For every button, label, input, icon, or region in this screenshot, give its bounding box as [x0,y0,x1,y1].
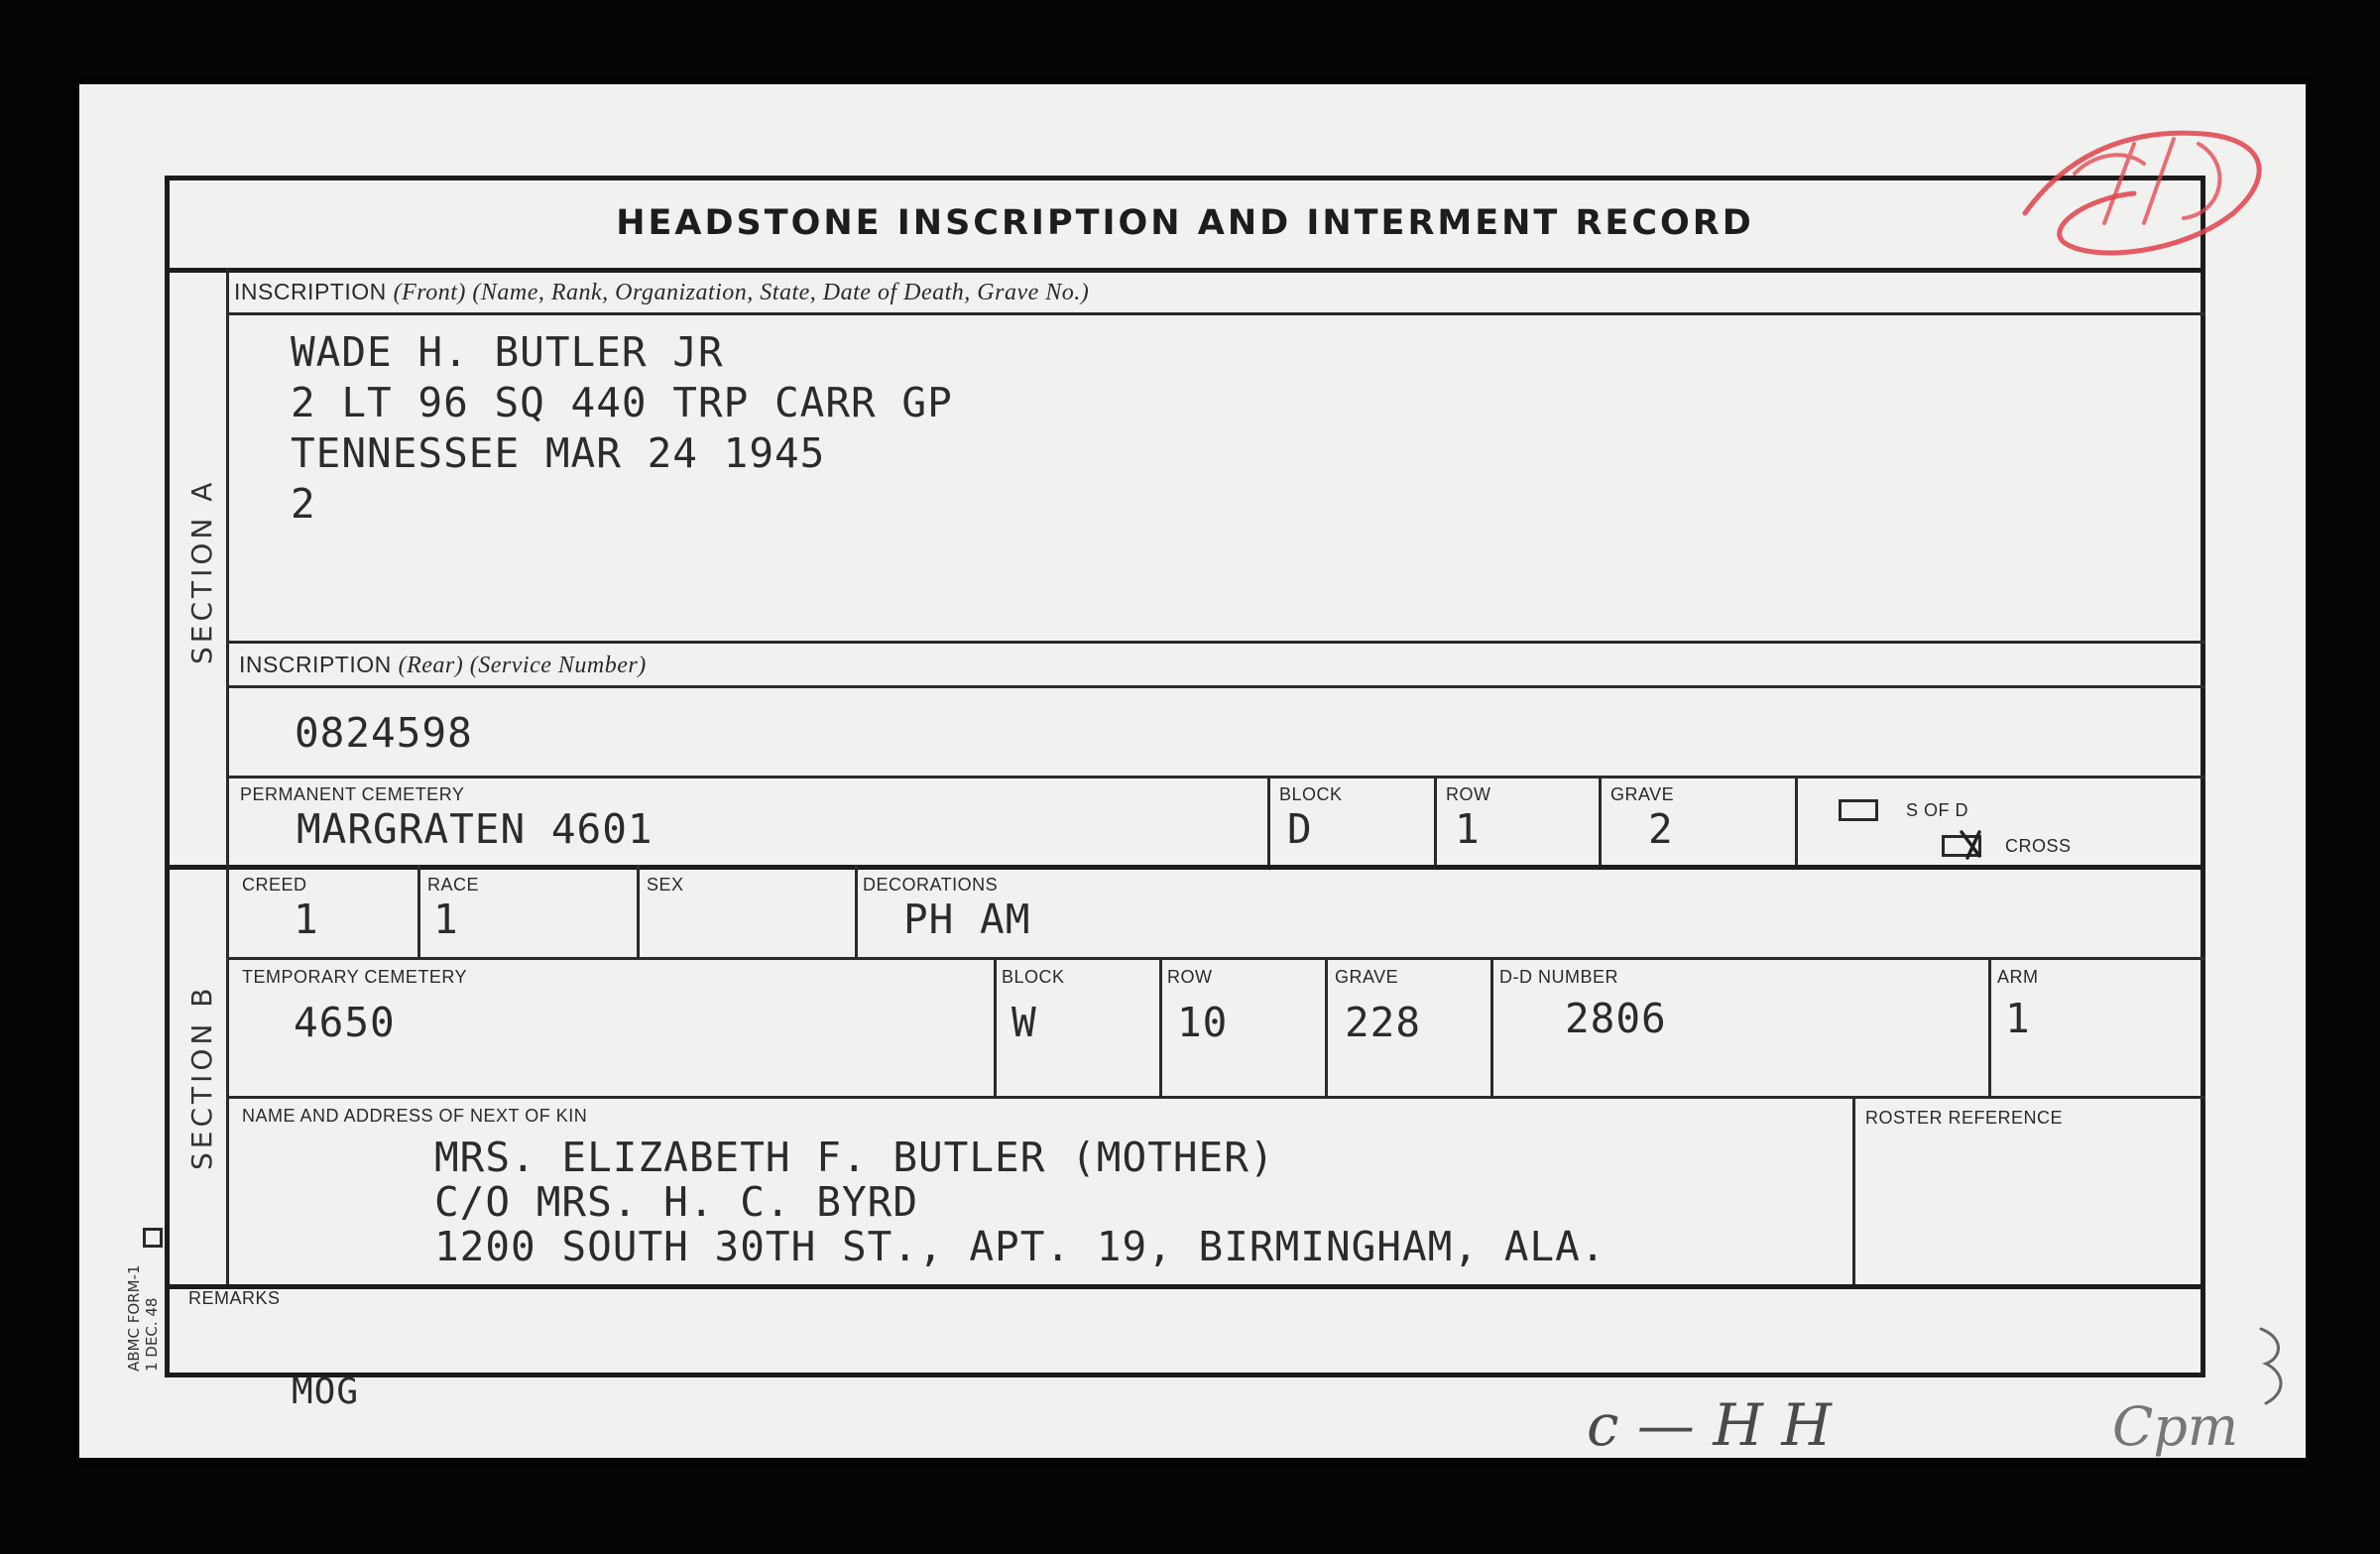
perm-grave-label: GRAVE [1610,784,1675,804]
remarks-label: REMARKS [188,1288,281,1308]
rule-title [165,268,2205,273]
cross-label: CROSS [2005,836,2072,856]
creed-value: 1 [294,896,319,943]
rule-perm-marker [1795,776,1798,865]
decorations-label: DECORATIONS [863,875,999,895]
form-id-box [143,1228,163,1248]
rule-temp-arm [1988,957,1991,1096]
arm-label: ARM [1997,967,2039,987]
rule-sex [855,865,858,957]
form-title: HEADSTONE INSCRIPTION AND INTERMENT RECORD [616,203,1754,243]
rule-creed [417,865,420,957]
race-value: 1 [433,896,459,943]
temp-block-value: W [1012,999,1037,1046]
rule-creed-bottom [226,957,2205,960]
perm-block-value: D [1287,805,1313,853]
red-pencil-scribble [1985,104,2322,283]
inscription-front-label: INSCRIPTION (Front) (Name, Rank, Organization, State, Date of Death, Grave No.) [234,279,1090,305]
s-of-d-checkbox[interactable] [1839,799,1878,821]
section-b-label: SECTION B [185,984,218,1170]
rule-temp-bottom [226,1096,2205,1099]
perm-row-value: 1 [1455,805,1481,853]
rule-temp-dd [1490,957,1493,1096]
next-of-kin-label: NAME AND ADDRESS OF NEXT OF KIN [242,1106,588,1126]
handwritten-note: c — H H [1587,1391,1832,1459]
section-a-label: SECTION A [185,478,218,664]
remarks-value: MOG [292,1372,360,1412]
inscription-front-text: WADE H. BUTLER JR 2 LT 96 SQ 440 TRP CARR GP TENNESSEE MAR 24 1945 2 [291,328,953,528]
inscription-rear-label: INSCRIPTION (Rear) (Service Number) [239,652,647,678]
cross-check-mark [1954,826,1989,862]
rule-temp-block [994,957,997,1096]
decorations-value: PH AM [903,896,1031,943]
temporary-cemetery-label: TEMPORARY CEMETERY [242,967,468,987]
race-label: RACE [427,875,480,895]
permanent-cemetery-value: MARGRATEN 4601 [297,805,654,853]
dd-number-label: D-D NUMBER [1499,967,1618,987]
s-of-d-label: S OF D [1906,800,1969,820]
temp-block-label: BLOCK [1002,967,1065,987]
rule-temp-grave [1325,957,1328,1096]
perm-block-label: BLOCK [1279,784,1343,804]
temp-row-label: ROW [1167,967,1213,987]
rule-front-label [226,312,2205,315]
record-card [79,84,2306,1458]
rule-front-bottom [226,641,2205,644]
rule-rear-label [226,685,2205,688]
handwritten-corner-note: Cpm [2112,1395,2239,1458]
sex-label: SEX [647,875,684,895]
rule-section-column [226,268,229,1284]
rule-race [637,865,640,957]
permanent-cemetery-label: PERMANENT CEMETERY [240,784,465,804]
temp-grave-label: GRAVE [1335,967,1399,987]
service-number: 0824598 [295,709,473,757]
creed-label: CREED [242,875,307,895]
perm-grave-value: 2 [1648,805,1674,853]
rule-perm-grave [1599,776,1602,865]
form-id: ABMC FORM-1 1 DEC. 48 [125,1264,161,1372]
dd-number-value: 2806 [1565,995,1667,1042]
rule-rear-bottom [226,776,2205,778]
temp-grave-value: 228 [1345,999,1422,1046]
roster-reference-label: ROSTER REFERENCE [1865,1108,2064,1128]
rule-perm-block [1267,776,1270,865]
next-of-kin-text: MRS. ELIZABETH F. BUTLER (MOTHER) C/O MRS. H. C. BYRD 1200 SOUTH 30TH ST., APT. 19, BIRMINGHAM, ALA. [434,1134,1606,1270]
perm-row-label: ROW [1446,784,1491,804]
rule-temp-row [1159,957,1162,1096]
rule-roster [1852,1096,1855,1284]
temporary-cemetery-value: 4650 [294,999,396,1046]
temp-row-value: 10 [1177,999,1229,1046]
rule-section-divider [165,865,2205,870]
rule-perm-row [1434,776,1437,865]
arm-value: 1 [2005,995,2031,1042]
edge-pencil-scribble [2241,1319,2301,1418]
rule-remarks [165,1284,2205,1289]
